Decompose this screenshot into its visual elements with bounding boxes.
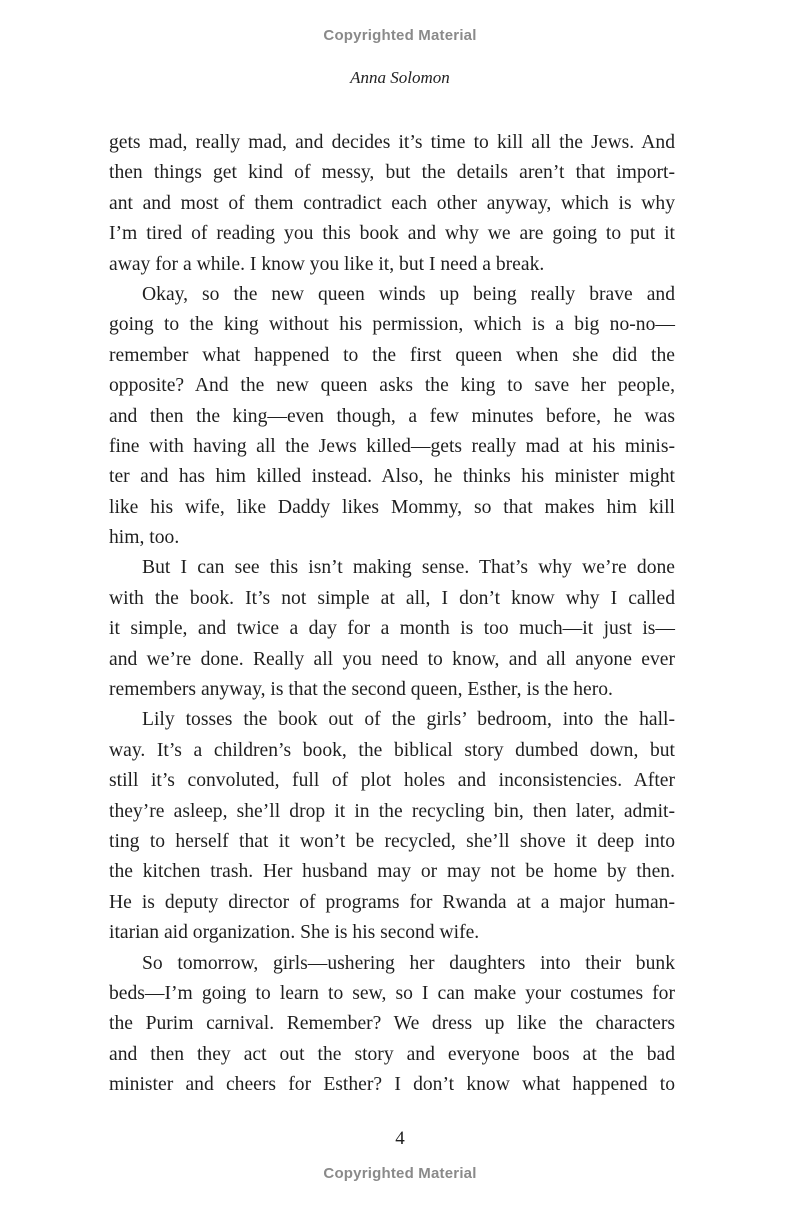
copyright-watermark-top: Copyrighted Material (323, 27, 477, 44)
paragraph (109, 553, 675, 705)
paragraph (109, 280, 675, 554)
paragraph (109, 128, 675, 280)
text-line: beds—I’m going to learn to sew, so I can make your costumes for (109, 982, 675, 1004)
text-line: ant and most of them contradict each other anyway, which is why (109, 192, 675, 214)
body-text (109, 128, 675, 1101)
text-line: away for a while. I know you like it, but I need a break. (109, 253, 545, 275)
text-line: I’m tired of reading you this book and why we are going to put it (109, 223, 675, 245)
paragraph (109, 949, 675, 1101)
text-line: him, too. (109, 527, 180, 549)
text-line: and we’re done. Really all you need to know, and all anyone ever (109, 648, 675, 670)
text-line: ting to herself that it won’t be recycled, she’ll shove it deep into (109, 830, 675, 852)
text-line: Lily tosses the book out of the girls’ bedroom, into the hall- (142, 709, 675, 731)
text-line: still it’s convoluted, full of plot holes and inconsistencies. After (109, 770, 675, 792)
text-line: it simple, and twice a day for a month is too much—it just is— (109, 618, 675, 640)
text-line: going to the king without his permission, which is a big no-no— (109, 314, 675, 336)
text-line: then things get kind of messy, but the details aren’t that import- (109, 162, 675, 184)
text-line: minister and cheers for Esther? I don’t know what happened to (109, 1074, 675, 1096)
text-line: So tomorrow, girls—ushering her daughters into their bunk (142, 952, 675, 974)
text-line: But I can see this isn’t making sense. That’s why we’re done (142, 557, 675, 579)
text-line: remember what happened to the first queen when she did the (109, 344, 675, 366)
text-line: ter and has him killed instead. Also, he thinks his minister might (109, 466, 675, 488)
text-line: the Purim carnival. Remember? We dress up like the characters (109, 1013, 675, 1035)
copyright-watermark-bottom: Copyrighted Material (323, 1165, 477, 1182)
text-line: He is deputy director of programs for Rwanda at a major human- (109, 891, 675, 913)
page-number: 4 (395, 1128, 405, 1149)
paragraph (109, 705, 675, 948)
text-line: gets mad, really mad, and decides it’s time to kill all the Jews. And (109, 132, 675, 153)
text-line: like his wife, like Daddy likes Mommy, so that makes him kill (109, 496, 675, 518)
text-line: and then they act out the story and everyone boos at the bad (109, 1043, 675, 1065)
text-line: way. It’s a children’s book, the biblical story dumbed down, but (109, 739, 675, 761)
text-line: fine with having all the Jews killed—gets really mad at his minis- (109, 435, 675, 457)
text-line: itarian aid organization. She is his second wife. (109, 922, 480, 944)
running-head-author: Anna Solomon (350, 68, 450, 87)
text-line: with the book. It’s not simple at all, I don’t know why I called (109, 587, 675, 609)
text-line: opposite? And the new queen asks the king to save her people, (109, 375, 675, 397)
text-line: Okay, so the new queen winds up being really brave and (142, 283, 675, 305)
text-line: the kitchen trash. Her husband may or may not be home by then. (109, 861, 675, 883)
text-line: they’re asleep, she’ll drop it in the recycling bin, then later, admit- (109, 800, 675, 822)
text-line: and then the king—even though, a few minutes before, he was (109, 405, 675, 427)
text-line: remembers anyway, is that the second queen, Esther, is the hero. (109, 679, 613, 701)
